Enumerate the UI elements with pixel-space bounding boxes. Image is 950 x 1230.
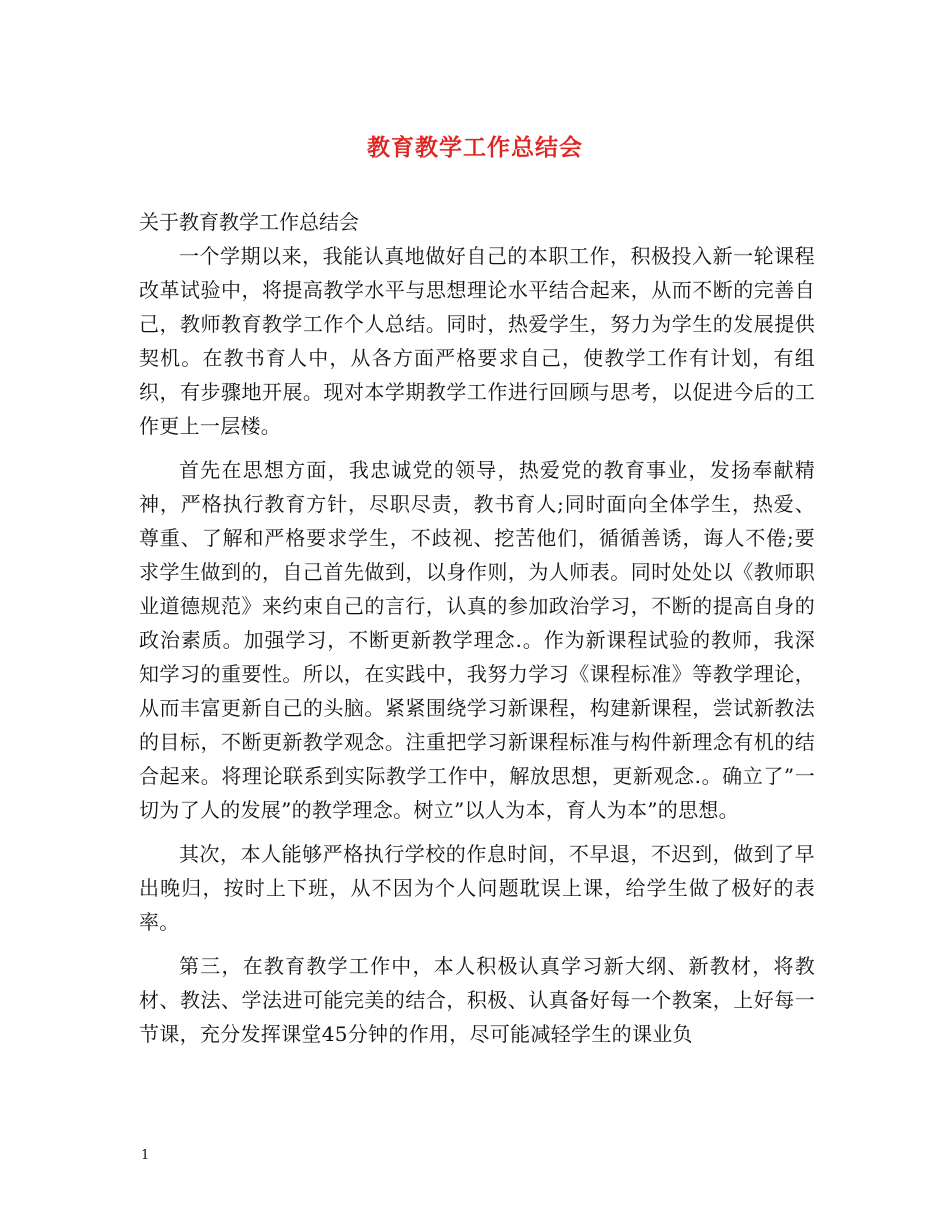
page-number: 1 [141, 1148, 150, 1163]
document-body [139, 205, 815, 1051]
paragraph-ideology: 首先在思想方面，我忠诚党的领导，热爱党的教育事业，发扬奉献精神，严格执行教育方针，尽职尽责，教书育人;同时面向全体学生，热爱、尊重、了解和严格要求学生，不歧视、挖苦他们，循循善诱，诲人不倦;要求学生做到的，自己首先做到，以身作则，为人师表。同时处处以《教师职业道德规范》来约束自己的言行，认真的参加政治学习，不断的提高自身的政治素质。加强学习，不断更新教学理念.。作为新课程试验的教师，我深知学习的重要性。所以，在实践中，我努力学习《课程标准》等教学理论，从而丰富更新自己的头脑。紧紧围绕学习新课程，构建新课程，尝试新教法的目标，不断更新教学观念。注重把学习新课程标准与构件新理念有机的结合起来。将理论联系到实际教学工作中，解放思想，更新观念.。确立了”一切为了人的发展”的教学理念。树立”以人为本，育人为本”的思想。 [139, 458, 815, 822]
paragraph-teaching: 第三，在教育教学工作中，本人积极认真学习新大纲、新教材，将教材、教法、学法进可能完美的结合，积极、认真备好每一个教案，上好每一节课，充分发挥课堂45分钟的作用，尽可能减轻学生的课业负 [139, 954, 815, 1046]
paragraph-intro: 一个学期以来，我能认真地做好自己的本职工作，积极投入新一轮课程改革试验中，将提高教学水平与思想理论水平结合起来，从而不断的完善自己，教师教育教学工作个人总结。同时，热爱学生，努力为学生的发展提供契机。在教书育人中，从各方面严格要求自己，使教学工作有计划，有组织，有步骤地开展。现对本学期教学工作进行回顾与思考，以促进今后的工作更上一层楼。 [139, 244, 815, 438]
document-title: 教育教学工作总结会 [367, 134, 583, 161]
paragraph-discipline: 其次，本人能够严格执行学校的作息时间，不早退，不迟到，做到了早出晚归，按时上下班，从不因为个人问题耽误上课，给学生做了极好的表率。 [139, 842, 815, 934]
document-subtitle: 关于教育教学工作总结会 [139, 210, 359, 234]
